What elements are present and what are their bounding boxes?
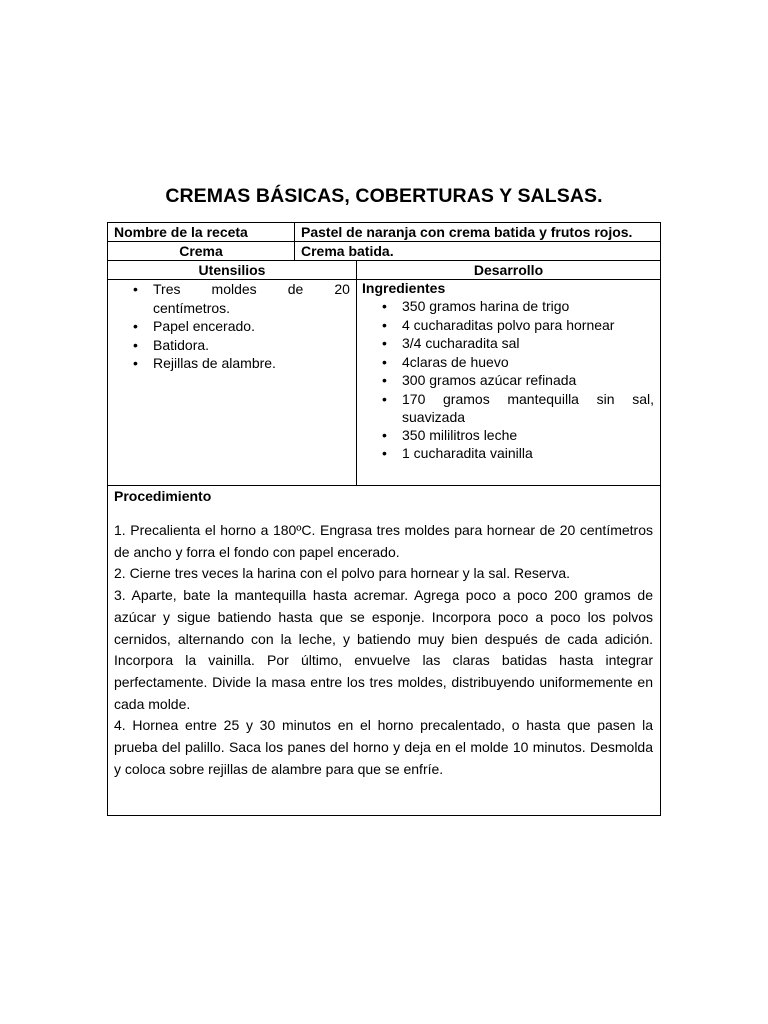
recipe-name-row: [108, 223, 660, 241]
recipe-name-label: Nombre de la receta: [114, 224, 248, 240]
list-item: • 300 gramos azúcar refinada: [357, 371, 654, 390]
list-item: • 3/4 cucharadita sal: [357, 334, 654, 353]
ingredientes-heading: Ingredientes: [362, 280, 446, 296]
list-item: • 4 cucharaditas polvo para hornear: [357, 316, 654, 335]
page-title: CREMAS BÁSICAS, COBERTURAS Y SALSAS.: [165, 185, 603, 207]
procedure-step: 2. Cierne tres veces la harina con el polvo para hornear y la sal. Reserva.: [114, 565, 571, 582]
ingredientes-cell: [357, 280, 660, 485]
list-item: • 170 gramos mantequilla sin sal, suavizada: [357, 390, 654, 426]
ingredientes-list: [357, 297, 654, 463]
list-item: • 4claras de huevo: [357, 353, 654, 372]
crema-value: Crema batida.: [301, 243, 394, 259]
recipe-table: [107, 222, 661, 816]
procedure-step: 4. Hornea entre 25 y 30 minutos en el horno precalentado, o hasta que pasen la prueba del palillo. Saca los panes del horno y deja en el molde 10 minutos. Desmolda y coloca sobre rejillas de alambre para que se enfríe.: [114, 717, 653, 777]
crema-row: [108, 242, 660, 260]
procedure-step: 1. Precalienta el horno a 180ºC. Engrasa tres moldes para hornear de 20 centímetros de ancho y forra el fondo con papel encerado.: [114, 522, 653, 560]
list-item: • Tres moldes de 20 centímetros.: [108, 280, 350, 317]
crema-label: Crema: [179, 243, 223, 259]
procedure-step: 3. Aparte, bate la mantequilla hasta acremar. Agrega poco a poco 200 gramos de azúcar y sigue batiendo hasta que se esponje. Incorpora poco a poco los polvos cernidos, alternando con la leche, y batiendo muy bien después de cada adición. Incorpora la vainilla. Por último, envuelve las claras batidas hasta integrar perfectamente. Divide la masa entre los tres moldes, distribuyendo uniformemente en cada molde.: [114, 587, 653, 712]
list-item: • 350 mililitros leche: [357, 426, 654, 445]
list-item: • Batidora.: [108, 336, 350, 355]
utensilios-header: Utensilios: [198, 262, 266, 278]
list-item: • 1 cucharadita vainilla: [357, 444, 654, 463]
utensilios-cell: [108, 280, 356, 485]
list-item: • Papel encerado.: [108, 317, 350, 336]
list-item: • 350 gramos harina de trigo: [357, 297, 654, 316]
utensilios-list: [108, 280, 350, 373]
procedimiento-heading: Procedimiento: [114, 488, 212, 504]
desarrollo-header: Desarrollo: [473, 262, 544, 278]
lists-row: [108, 280, 660, 485]
section-header-row: [108, 261, 660, 279]
procedimiento-section: [108, 486, 660, 815]
recipe-name-value: Pastel de naranja con crema batida y frutos rojos.: [301, 224, 633, 240]
list-item: • Rejillas de alambre.: [108, 354, 350, 373]
